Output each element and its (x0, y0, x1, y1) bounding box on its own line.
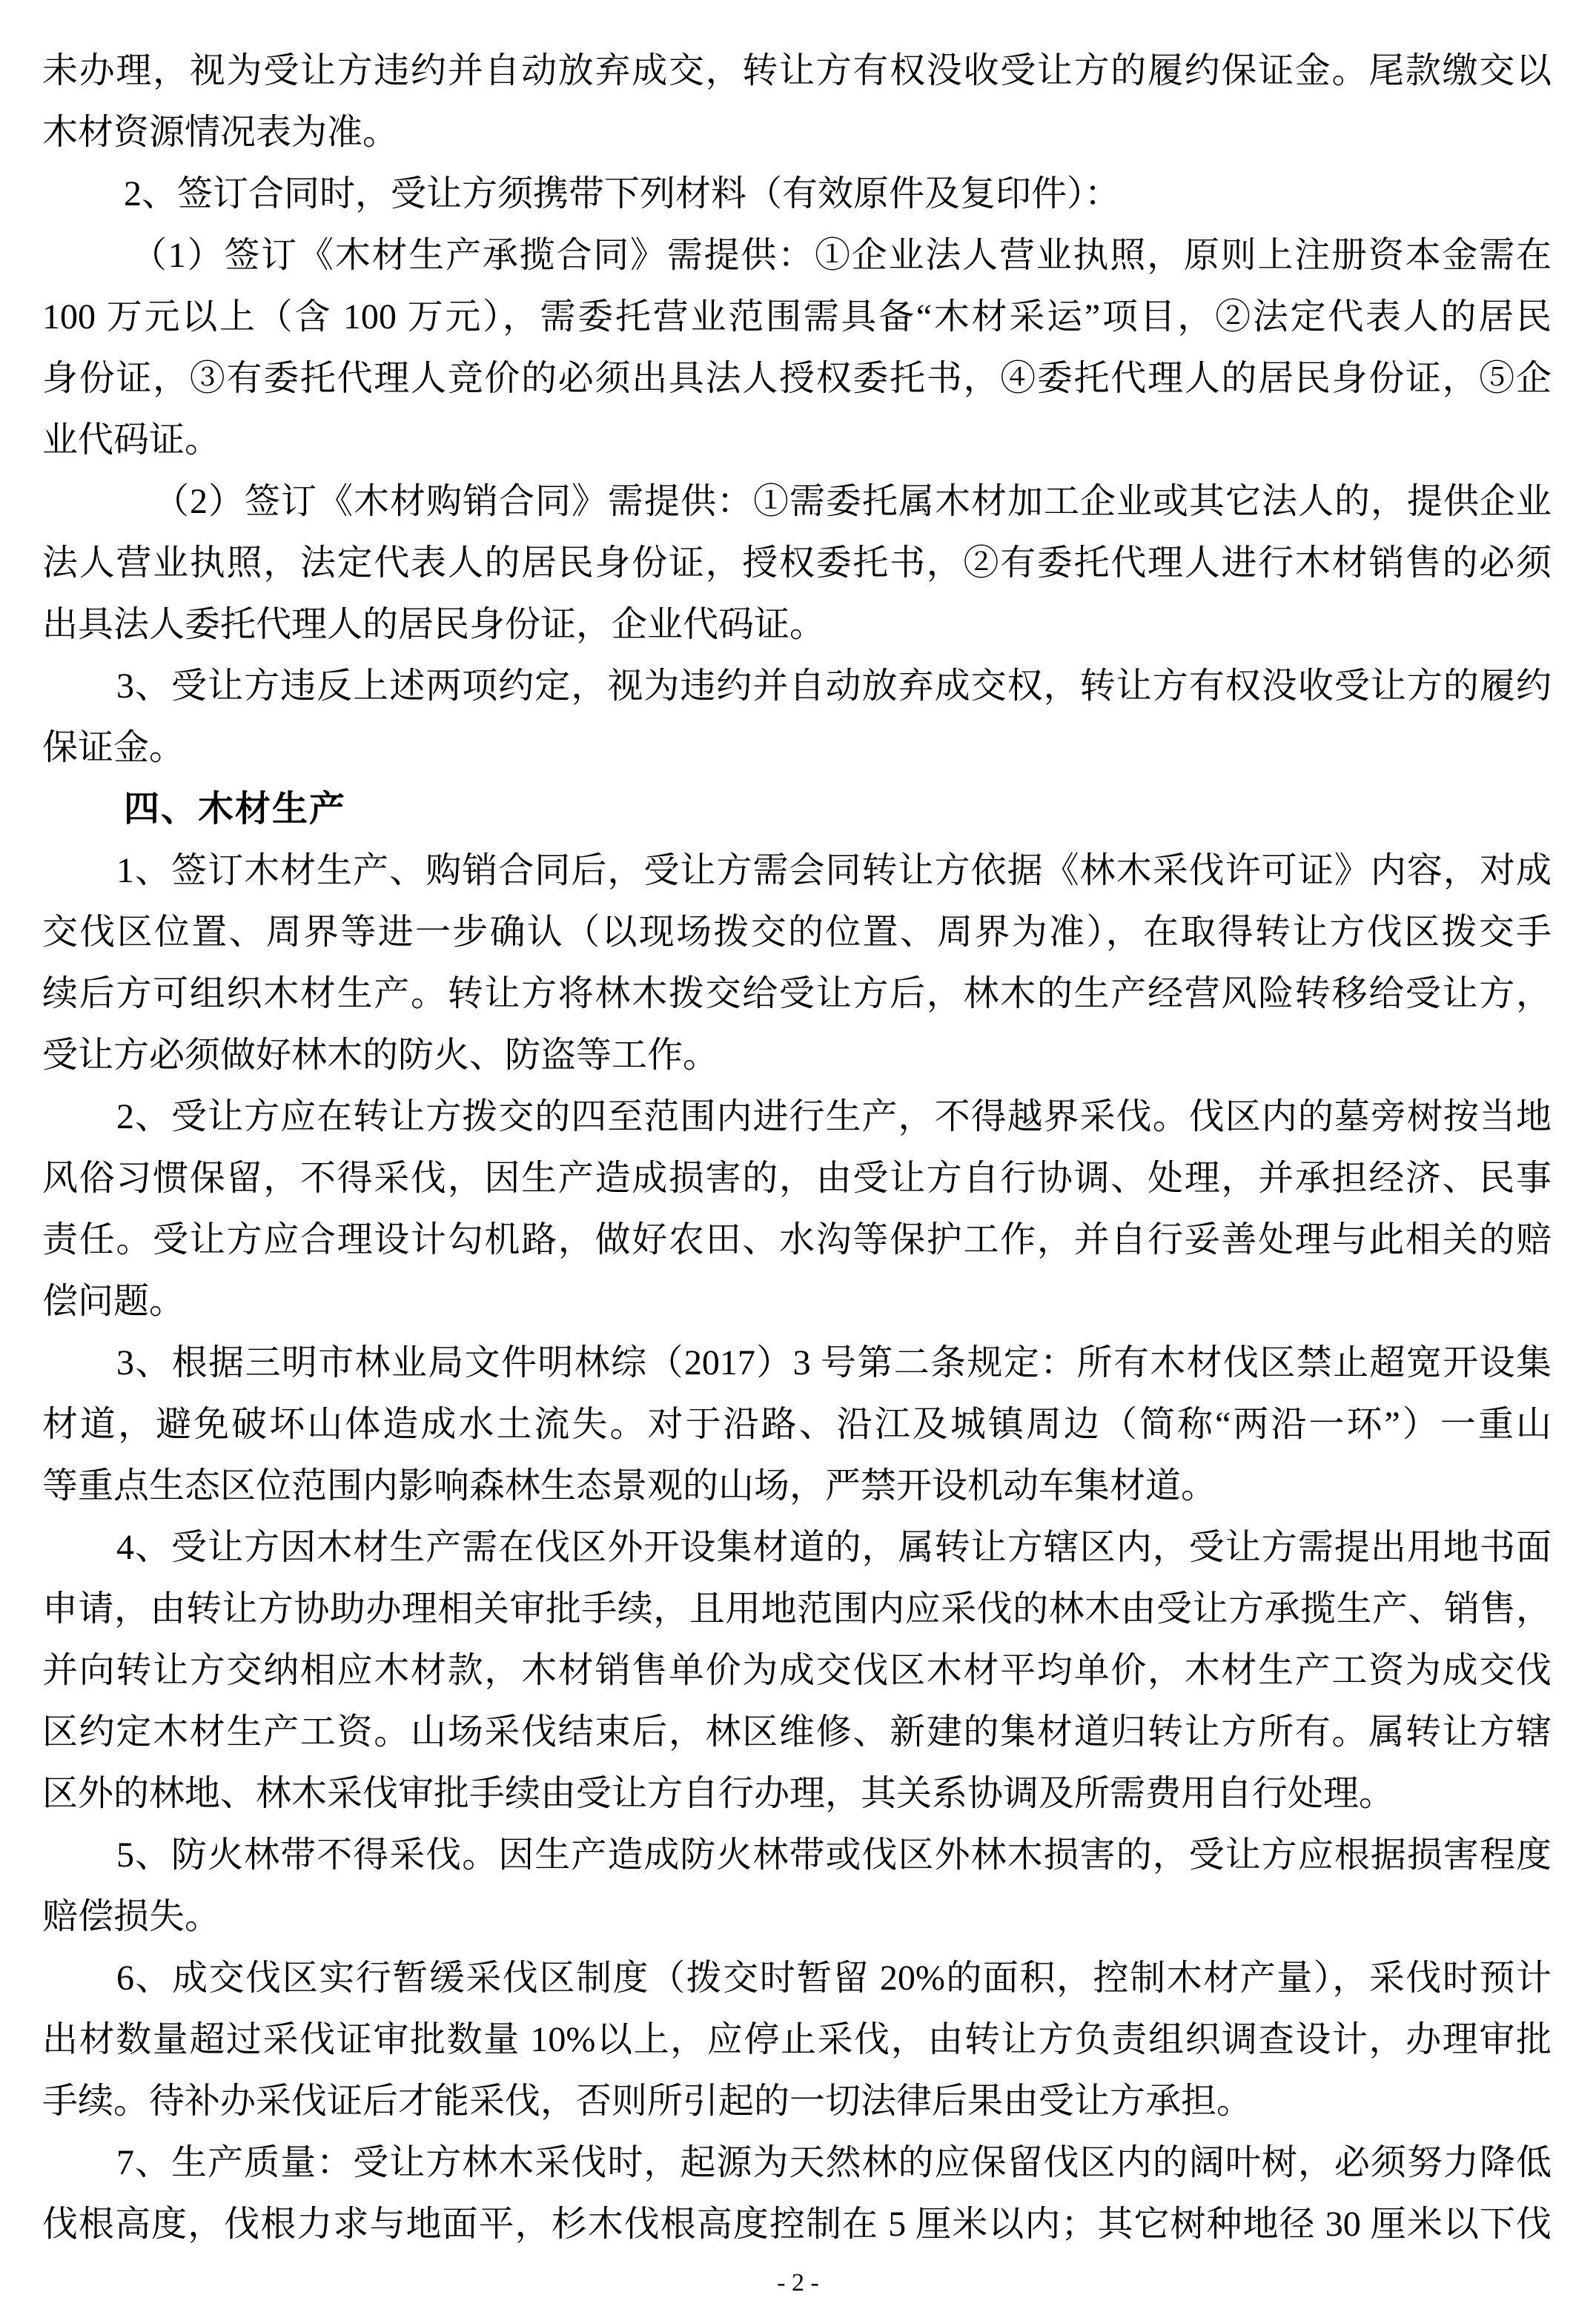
text-line: 未办理，视为受让方违约并自动放弃成交，转让方有权没收受让方的履约保证金。尾款缴交以 (42, 51, 1552, 90)
text-line: （2）签订《木材购销合同》需提供：①需委托属木材加工企业或其它法人的，提供企业 (153, 482, 1552, 521)
page-number-footer: - 2 - (777, 2269, 819, 2297)
text-line: 法人营业执照，法定代表人的居民身份证，授权委托书，②有委托代理人进行木材销售的必须 (42, 543, 1552, 583)
text-line: 出材数量超过采伐证审批数量 10%以上，应停止采伐，由转让方负责组织调查设计，办理审批 (42, 2020, 1552, 2059)
text-line: 2、受让方应在转让方拨交的四至范围内进行生产，不得越界采伐。伐区内的墓旁树按当地 (116, 1097, 1552, 1136)
text-line: 4、受让方因木材生产需在伐区外开设集材道的，属转让方辖区内，受让方需提出用地书面 (116, 1528, 1552, 1567)
text-line: 申请，由转让方协助办理相关审批手续，且用地范围内应采伐的林木由受让方承揽生产、销售， (42, 1589, 1552, 1629)
text-line: 7、生产质量：受让方林木采伐时，起源为天然林的应保留伐区内的阔叶树，必须努力降低 (116, 2143, 1552, 2182)
text-line: 风俗习惯保留，不得采伐，因生产造成损害的，由受让方自行协调、处理，并承担经济、民事 (42, 1159, 1552, 1198)
text-line: 6、成交伐区实行暂缓采伐区制度（拨交时暂留 20%的面积，控制木材产量），采伐时预计 (116, 1958, 1552, 1998)
text-line: 业代码证。 (42, 420, 221, 460)
text-line: 出具法人委托代理人的居民身份证，企业代码证。 (42, 605, 826, 644)
text-line: 区约定木材生产工资。山场采伐结束后，林区维修、新建的集材道归转让方所有。属转让方辖 (42, 1712, 1552, 1752)
text-line: 100 万元以上（含 100 万元），需委托营业范围需具备“木材采运”项目，②法定代表人的居民 (42, 297, 1552, 337)
text-line: 木材资源情况表为准。 (42, 113, 399, 152)
text-line: （1）签订《木材生产承揽合同》需提供：①企业法人营业执照，原则上注册资本金需在 (131, 236, 1552, 275)
text-line: 身份证，③有委托代理人竞价的必须出具法人授权委托书，④委托代理人的居民身份证，⑤企 (42, 359, 1552, 398)
text-line: 交伐区位置、周界等进一步确认（以现场拨交的位置、周界为准），在取得转让方伐区拨交手 (42, 913, 1552, 952)
text-line: 伐根高度，伐根力求与地面平，杉木伐根高度控制在 5 厘米以内；其它树种地径 30 厘米以下伐 (42, 2205, 1552, 2244)
text-line: 区外的林地、林木采伐审批手续由受让方自行办理，其关系协调及所需费用自行处理。 (42, 1774, 1395, 1813)
text-line: 等重点生态区位范围内影响森林生态景观的山场，严禁开设机动车集材道。 (42, 1466, 1217, 1506)
text-line: 责任。受让方应合理设计勾机路，做好农田、水沟等保护工作，并自行妥善处理与此相关的赔 (42, 1220, 1552, 1259)
text-line: 并向转让方交纳相应木材款，木材销售单价为成交伐区木材平均单价，木材生产工资为成交伐 (42, 1651, 1552, 1690)
text-line: 3、受让方违反上述两项约定，视为违约并自动放弃成交权，转让方有权没收受让方的履约 (116, 666, 1552, 706)
text-line: 受让方必须做好林木的防火、防盗等工作。 (42, 1036, 719, 1075)
text-line: 1、签订木材生产、购销合同后，受让方需会同转让方依据《林木采伐许可证》内容，对成 (116, 851, 1552, 890)
text-line: 手续。待补办采伐证后才能采伐，否则所引起的一切法律后果由受让方承担。 (42, 2082, 1253, 2121)
text-line: 赔偿损失。 (42, 1897, 221, 1936)
document-body (42, 40, 1552, 2255)
text-line: 材道，避免破坏山体造成水土流失。对于沿路、沿江及城镇周边（简称“两沿一环”）一重山 (42, 1405, 1552, 1444)
text-line: 偿问题。 (42, 1282, 185, 1321)
text-line: 5、防火林带不得采伐。因生产造成防火林带或伐区外林木损害的，受让方应根据损害程度 (116, 1835, 1552, 1875)
text-line: 保证金。 (42, 728, 185, 767)
section-heading: 四、木材生产 (124, 789, 347, 829)
text-line: 3、根据三明市林业局文件明林综（2017）3 号第二条规定：所有木材伐区禁止超宽开设集 (116, 1343, 1552, 1382)
text-line: 续后方可组织木材生产。转让方将林木拨交给受让方后，林木的生产经营风险转移给受让方， (42, 974, 1552, 1013)
text-line: 2、签订合同时，受让方须携带下列材料（有效原件及复印件）： (124, 174, 1121, 213)
